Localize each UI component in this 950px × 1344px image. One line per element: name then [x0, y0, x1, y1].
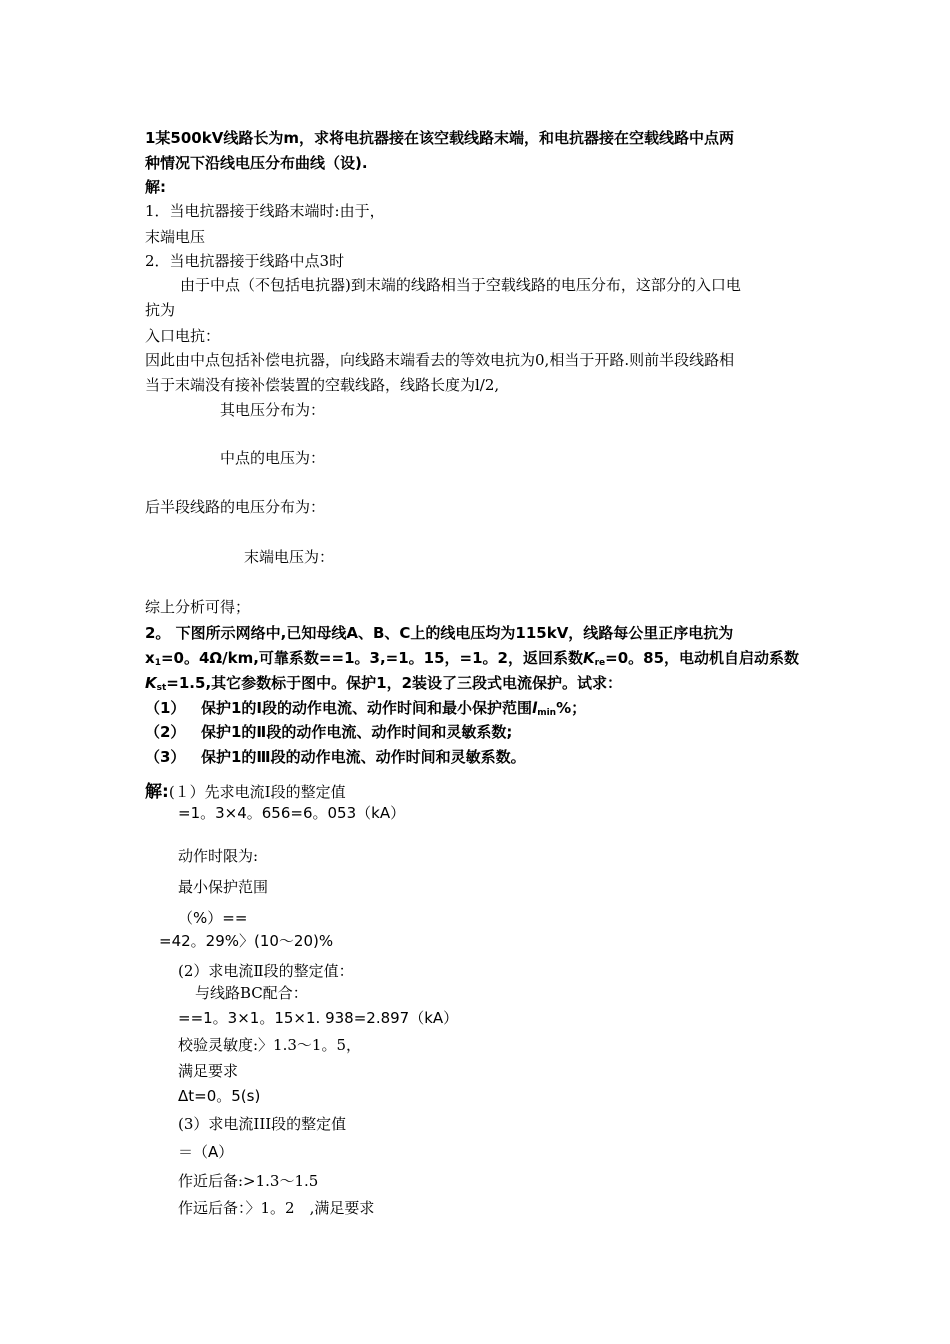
problem2-line2: $x_1=0$。4Ω/km,可靠系数==1。3,=1。15，=1。2，返回系数$K_{re}=0$。85，电动机自启动系数	[145, 649, 800, 668]
calc1-text: =1。3×4。656=6。053（kA）	[178, 804, 406, 822]
entrance-reactance-text: 入口电抗：	[145, 327, 221, 345]
problem2-line1: 2。 下图所示网络中,已知母线A、B、C上的线电压均为115kV，线路每公里正序电抗为	[145, 624, 734, 642]
percent-value-text: =42。29%〉(10～20)%	[159, 932, 334, 950]
solution2-step2: (2）求电流Ⅱ段的整定值：	[178, 962, 354, 980]
equals-a-text: ＝（A）	[178, 1143, 234, 1161]
problem2-item-1: （1） 保护1的Ⅰ段的动作电流、动作时间和最小保护范围$l_{min}\%$；	[145, 699, 587, 718]
solution-label: 解:	[145, 178, 166, 196]
end-voltage2-text: 末端电压为：	[244, 548, 335, 566]
problem1-line2: 种情况下沿线电压分布曲线（设).	[145, 154, 368, 172]
solution2-step3: (3）求电流III段的整定值	[178, 1115, 347, 1133]
paragraph1-line1: 由于中点（不包括电抗器)到末端的线路相当于空载线路的电压分布，这部分的入口电	[180, 276, 741, 294]
rear-distribution-text: 后半段线路的电压分布为：	[145, 498, 326, 516]
paragraph2-line1: 因此由中点包括补偿电抗器，向线路末端看去的等效电抗为0,相当于开路.则前半段线路相	[145, 351, 735, 369]
sensitivity-text: 校验灵敏度:〉1.3～1。5，	[178, 1036, 361, 1054]
problem1-line1: 1某500kV线路长为m，求将电抗器接在该空载线路末端，和电抗器接在空载线路中点两	[145, 129, 734, 147]
delta-t-text: Δt=0。5(s)	[178, 1087, 261, 1105]
problem2-item-3: （3） 保护1的Ⅲ段的动作电流、动作时间和灵敏系数。	[145, 748, 526, 766]
meets-requirement-text: 满足要求	[178, 1062, 239, 1080]
problem2-item-2: （2） 保护1的Ⅱ段的动作电流、动作时间和灵敏系数;	[145, 723, 513, 741]
voltage-distribution-text: 其电压分布为：	[220, 401, 326, 419]
paragraph1-line2: 抗为	[145, 301, 176, 319]
calc2-text: ==1。3×1。15×1. 938=2.897（kA）	[178, 1009, 459, 1027]
coordinate-bc-text: 与线路BC配合：	[195, 984, 308, 1002]
solution2-step1: 解:(１）先求电流Ⅰ段的整定值	[145, 782, 346, 802]
paragraph2-line2: 当于末端没有接补偿装置的空载线路，线路长度为l/2,	[145, 376, 500, 394]
near-backup-text: 作近后备:>1.3～1.5	[178, 1172, 319, 1190]
problem2-line3: $K_{st}=1.5$,其它参数标于图中。保护1，2装设了三段式电流保护。试求：	[145, 674, 623, 693]
case1-text: 1．当电抗器接于线路末端时:由于，	[145, 202, 385, 220]
summary-text: 综上分析可得；	[145, 598, 251, 616]
case2-text: 2．当电抗器接于线路中点3时	[145, 252, 345, 270]
min-range-text: 最小保护范围	[178, 878, 269, 896]
time-limit-text: 动作时限为:	[178, 847, 259, 865]
end-voltage-text: 末端电压	[145, 228, 206, 246]
midpoint-voltage-text: 中点的电压为：	[220, 449, 326, 467]
percent-eq-text: （%）==	[178, 909, 248, 927]
far-backup-text: 作远后备：〉1。2 ,满足要求	[178, 1199, 375, 1217]
